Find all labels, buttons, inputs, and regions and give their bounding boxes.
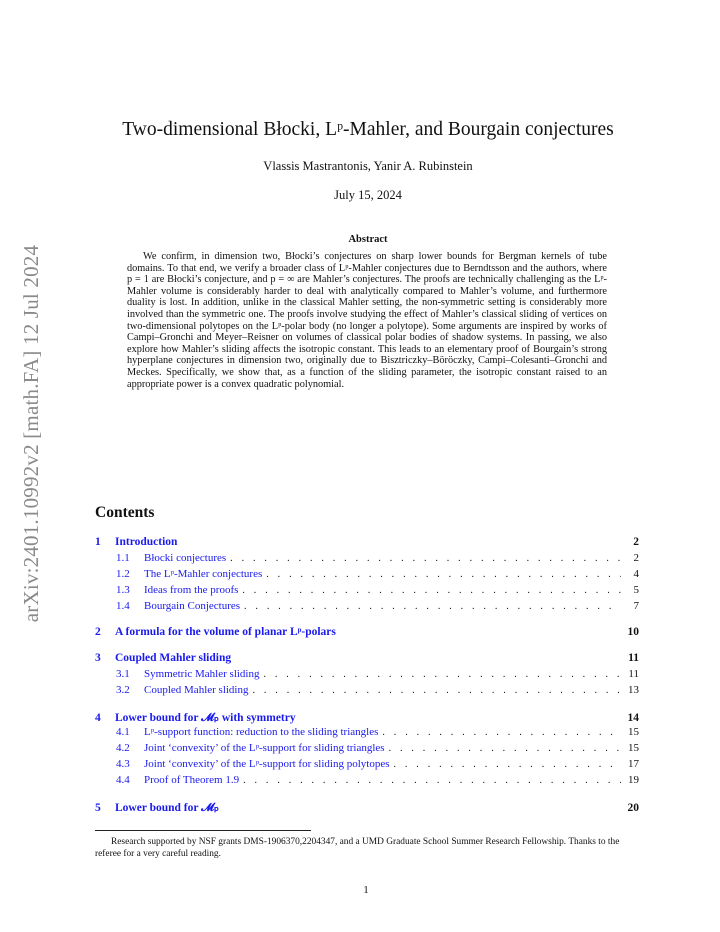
toc-page-number: 11 [628, 668, 639, 680]
arxiv-stamp-text: arXiv:2401.10992v2 [math.FA] 12 Jul 2024 [19, 244, 44, 622]
paper-title: Two-dimensional Błocki, Lᵖ-Mahler, and Bourgain conjectures [122, 119, 614, 140]
toc-section [95, 536, 639, 616]
toc-section-title[interactable]: Lower bound for 𝓜ₚ [115, 802, 219, 814]
toc-page-number: 5 [633, 584, 639, 596]
toc-page-number: 4 [633, 568, 639, 580]
toc-page-number: 15 [628, 742, 639, 754]
toc-page-number: 2 [633, 536, 639, 548]
toc-subsection-link[interactable] [95, 726, 639, 742]
toc-subsection-link[interactable] [95, 568, 639, 584]
toc-subsection-link[interactable] [95, 600, 639, 616]
toc-section-link[interactable] [95, 652, 639, 668]
toc-page-number: 10 [627, 626, 639, 638]
toc-section-link[interactable] [95, 626, 639, 642]
toc-section-title[interactable]: Lower bound for 𝓜ₚ with symmetry [115, 712, 296, 724]
toc-section-number: 2 [95, 626, 101, 638]
toc-subsection-title[interactable]: Ideas from the proofs [144, 584, 239, 596]
toc-page-number: 13 [628, 684, 639, 696]
toc-subsection-link[interactable] [95, 668, 639, 684]
toc-subsection-link[interactable] [95, 584, 639, 600]
toc-section-link[interactable] [95, 536, 639, 552]
toc-subsection-link[interactable] [95, 742, 639, 758]
toc-section-number: 1 [95, 536, 101, 548]
toc-subsection-number: 4.3 [116, 758, 130, 770]
toc-page-number: 15 [628, 726, 639, 738]
toc-subsection-title[interactable]: Joint ‘convexity’ of the Lᵖ-support for sliding triangles [144, 742, 385, 754]
toc-page-number: 11 [628, 652, 639, 664]
toc-leader-dots [243, 775, 621, 786]
toc-section-number: 3 [95, 652, 101, 664]
abstract-body: We confirm, in dimension two, Błocki’s conjectures on sharp lower bounds for Bergman kernels of tube domains. To that end, we verify a broader class of Lᵖ-Mahler conjectures due to Berndtsson and the authors, where p = 1 are Błocki’s conjecture, and p = ∞ are Mahler’s conjectures. The proofs are technically challenging as the Lᵖ-Mahler volume is considerably harder to deal with analytically compared to Mahler’s volume, and furthermore duality is lost. In addition, unlike in the classical Mahler setting, the non-symmetric setting is considerably more involved than the symmetric one. The proofs involve studying the effect of Mahler’s classical sliding of vertices on two-dimensional polytopes on the Lᵖ-polar body (no longer a polytope). Some arguments are inspired by works of Campi–Gronchi and Meyer–Reisner on volumes of classical polar bodies of shadow systems. In passing, we also explore how Mahler’s sliding affects the isotropic constant. This leads to an elementary proof of Bourgain’s strong hyperplane conjectures in dimension two, originally due to Bisztriczky–Böröczky, Campi–Colesanti–Gronchi and Meckes. Specifically, we show that, as a function of the sliding parameter, the isotropic constant raised to an appropriate power is a convex quadratic polynomial. [127, 251, 607, 390]
toc-subsection-link[interactable] [95, 758, 639, 774]
toc-leader-dots [389, 743, 621, 754]
toc-page-number: 19 [628, 774, 639, 786]
toc-section-title[interactable]: Introduction [115, 536, 178, 548]
toc-subsection-number: 1.3 [116, 584, 130, 596]
toc-section-link[interactable] [95, 800, 639, 816]
footnote-rule [95, 830, 311, 831]
toc-subsection-number: 3.2 [116, 684, 130, 696]
abstract-heading: Abstract [348, 234, 388, 245]
toc-subsection-title[interactable]: Symmetric Mahler sliding [144, 668, 260, 680]
toc-subsection-title[interactable]: Lᵖ-support function: reduction to the sliding triangles [144, 726, 379, 738]
paper-date: July 15, 2024 [334, 188, 402, 202]
toc-leader-dots [253, 685, 622, 696]
toc-subsection-link[interactable] [95, 774, 639, 790]
toc-subsection-number: 4.4 [116, 774, 130, 786]
toc-leader-dots [394, 759, 622, 770]
toc-section-number: 5 [95, 802, 101, 814]
page-number: 1 [363, 884, 369, 896]
toc-subsection-title[interactable]: The Lᵖ-Mahler conjectures [144, 568, 263, 580]
toc-subsection-title[interactable]: Bourgain Conjectures [144, 600, 241, 612]
toc-subsection-title[interactable]: Błocki conjectures [144, 552, 227, 564]
toc-page-number: 14 [627, 712, 639, 724]
toc-subsection-number: 4.1 [116, 726, 130, 738]
toc-page-number: 2 [633, 552, 639, 564]
toc-page-number: 7 [633, 600, 639, 612]
toc-subsection-number: 1.2 [116, 568, 130, 580]
toc-subsection-number: 3.1 [116, 668, 130, 680]
toc-subsection-title[interactable]: Coupled Mahler sliding [144, 684, 249, 696]
toc-section [95, 626, 639, 642]
toc-subsection-number: 1.1 [116, 552, 130, 564]
toc-leader-dots [244, 601, 621, 612]
toc-subsection-link[interactable] [95, 552, 639, 568]
toc-section-title[interactable]: A formula for the volume of planar Lᵖ-polars [115, 626, 336, 638]
toc-leader-dots [266, 569, 621, 580]
toc-subsection-title[interactable]: Joint ‘convexity’ of the Lᵖ-support for sliding polytopes [144, 758, 390, 770]
toc-leader-dots [230, 553, 621, 564]
arxiv-stamp [12, 218, 52, 648]
toc-section-title[interactable]: Coupled Mahler sliding [115, 652, 232, 664]
toc-section [95, 800, 639, 816]
toc-section-number: 4 [95, 712, 101, 724]
paper-authors: Vlassis Mastrantonis, Yanir A. Rubinstein [263, 159, 473, 173]
toc-page-number: 17 [628, 758, 639, 770]
toc-leader-dots [242, 585, 621, 596]
toc-subsection-title[interactable]: Proof of Theorem 1.9 [144, 774, 240, 786]
toc-leader-dots [382, 727, 621, 738]
toc-page-number: 20 [627, 802, 639, 814]
toc-section [95, 652, 639, 700]
footnote: Research supported by NSF grants DMS-1906370,2204347, and a UMD Graduate School Summer Research Fellowship. Thanks to the referee for a very careful reading. [95, 837, 620, 859]
toc-subsection-link[interactable] [95, 684, 639, 700]
table-of-contents [95, 536, 639, 816]
contents-heading: Contents [95, 504, 155, 521]
toc-leader-dots [263, 669, 621, 680]
toc-section-link[interactable] [95, 710, 639, 726]
toc-section [95, 710, 639, 790]
toc-subsection-number: 1.4 [116, 600, 130, 612]
toc-subsection-number: 4.2 [116, 742, 130, 754]
